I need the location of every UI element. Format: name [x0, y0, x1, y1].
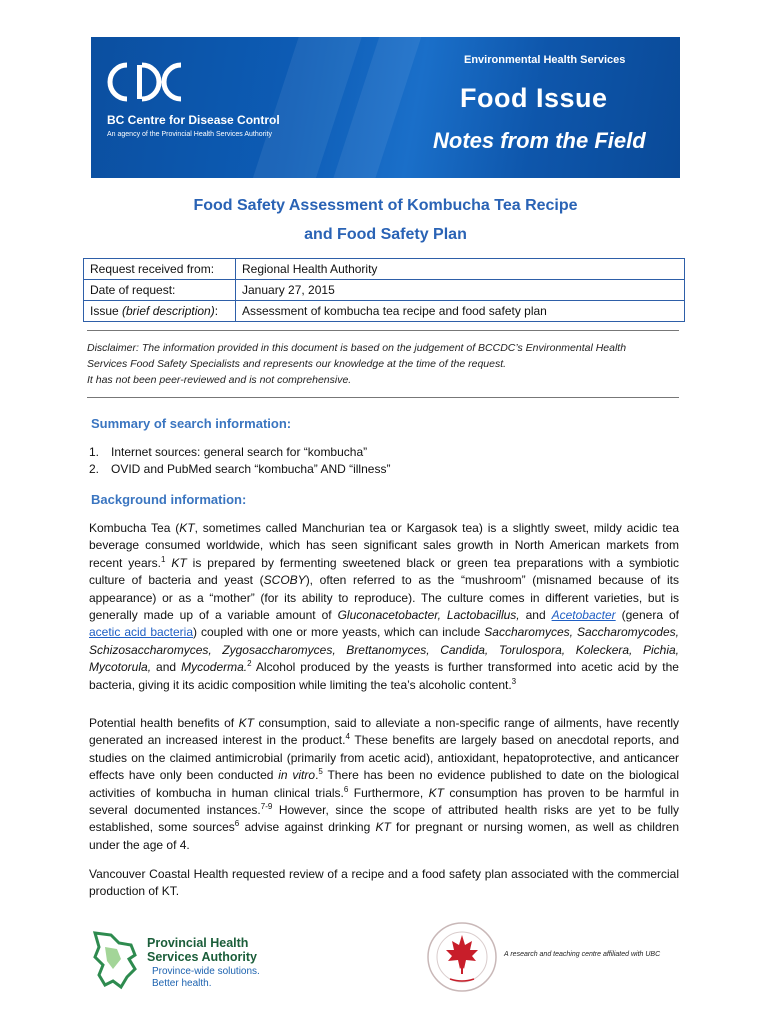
summary-heading: Summary of search information: [91, 416, 292, 431]
divider [87, 330, 679, 331]
accreditation-seal-icon [424, 919, 500, 995]
list-item [89, 444, 390, 461]
series-title: Food Issue [460, 83, 608, 113]
document-title-line2: and Food Safety Plan [304, 226, 467, 243]
label-emphasis: (brief description) [122, 304, 215, 318]
list-number: 2. [89, 462, 100, 476]
disclaimer [87, 340, 687, 388]
background-paragraph-3: Vancouver Coastal Health requested review of a recipe and a food safety plan associated with the commercial production of KT. [89, 867, 679, 899]
ubc-affiliation: A research and teaching centre affiliated with UBC [504, 951, 661, 958]
table-value: Regional Health Authority [236, 259, 685, 280]
table-label [84, 301, 236, 322]
search-list [89, 444, 390, 478]
label-text: Issue [90, 304, 123, 318]
disclaimer-line: Disclaimer: The information provided in this document is based on the judgement of BCCDC’s Environmental Health [87, 342, 627, 354]
phsa-logo-icon [91, 929, 143, 991]
bccdc-logo-icon [105, 59, 185, 105]
document-title-line1: Food Safety Assessment of Kombucha Tea Recipe [193, 197, 578, 214]
phsa-tagline: Province-wide solutions. Better health. [152, 966, 260, 989]
list-text: OVID and PubMed search “kombucha” AND “illness” [111, 462, 391, 476]
table-value: Assessment of kombucha tea recipe and food safety plan [236, 301, 685, 322]
org-name: BC Centre for Disease Control [107, 113, 280, 127]
phsa-name: Provincial Health Services Authority [147, 936, 257, 964]
series-subtitle: Notes from the Field [433, 128, 646, 153]
table-row [84, 301, 685, 322]
request-info-table [83, 258, 685, 322]
background-paragraph-2: Potential health benefits of KT consumption, said to alleviate a non-specific range of ailments, have recently generated an increased interest in the product.$^4$ These benefits are largely based on anecdotal reports, and studies on the claimed antimicrobial (primarily from acetic acid), antioxidant, hepatoprotective, and anticancer effects have only been conducted in vitro.$^5$ There has been no evidence published to date on the biological activities of kombucha in human clinical trials.$^6$ Furthermore, KT consumption has proven to be harmful in several documented instances.$^{7-9}$ However, since the scope of attributed health risks are yet to be fully established, some sources$^6$ advise against drinking KT for pregnant or nursing women, as well as children under the age of 4. [89, 716, 680, 852]
table-value: January 27, 2015 [236, 280, 685, 301]
acetic-acid-bacteria-link[interactable]: acetic acid bacteria [89, 625, 194, 640]
disclaimer-line: Services Food Safety Specialists and represents our knowledge at the time of the request. [87, 358, 507, 370]
divider [87, 397, 679, 398]
list-number: 1. [89, 445, 100, 459]
table-row [84, 259, 685, 280]
acetobacter-link[interactable]: Acetobacter [551, 608, 616, 623]
table-label: Date of request: [84, 280, 236, 301]
disclaimer-line: It has not been peer-reviewed and is not comprehensive. [87, 374, 352, 386]
list-text: Internet sources: general search for “kombucha” [111, 445, 368, 459]
table-label: Request received from: [84, 259, 236, 280]
org-tagline: An agency of the Provincial Health Services Authority [107, 131, 272, 138]
label-colon: : [214, 304, 219, 318]
header-banner [91, 37, 680, 178]
background-paragraph-1: Kombucha Tea (KT, sometimes called Manchurian tea or Kargasok tea) is a slightly sweet, mildy acidic tea beverage consumed worldwide, which has seen significant sales growth in North American markets from recent years.$^1$ KT is prepared by fermenting sweetened black or green tea preparations with a symbiotic culture of bacteria and yeast (SCOBY), often referred to as the “mushroom” (misnamed because of its appearance) or as a “mother” (for its ability to reproduce). The culture comes in different varieties, but is generally made up of a variable amount of Gluconacetobacter, Lactobacillus, and Acetobacter (genera of acetic acid bacteria) coupled with one or more yeasts, which can include Saccharomyces, Saccharomycodes, Schizosaccharomyces, Zygosaccharomyces, Brettanomyces, Candida, Torulospora, Koleckera, Pichia, Mycotorula, and Mycoderma.$^2$ Alcohol produced by the yeasts is further transformed into acetic acid by the bacteria, giving it its acidic composition while limiting the tea’s alcoholic content.$^3$ [89, 521, 679, 692]
background-heading: Background information: [91, 492, 247, 507]
list-item [89, 461, 390, 478]
services-label: Environmental Health Services [464, 54, 626, 66]
table-row [84, 280, 685, 301]
